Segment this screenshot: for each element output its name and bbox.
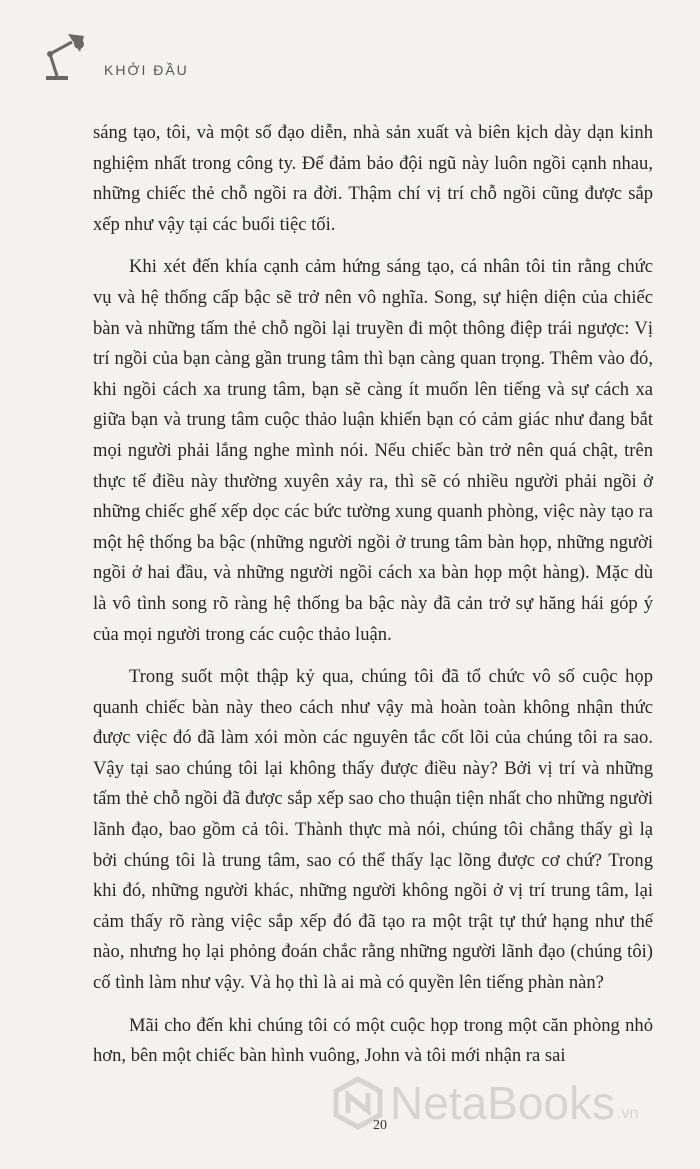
watermark-brand: NetaBooks: [390, 1077, 616, 1129]
desk-lamp-icon: [38, 30, 96, 82]
paragraph: Trong suốt một thập kỷ qua, chúng tôi đã tổ chức vô số cuộc họp quanh chiếc bàn này theo cách như vậy mà hoàn toàn không nhận thức được việc đó đã làm xói mòn các nguyên tắc cốt lõi của chúng tôi ra sao. Vậy tại sao chúng tôi lại không thấy được điều này? Bởi vị trí và những tấm thẻ chỗ ngồi đã được sắp xếp sao cho thuận tiện nhất cho những người lãnh đạo, bao gồm cả tôi. Thành thực mà nói, chúng tôi chẳng thấy gì lạ bởi chúng tôi là trung tâm, sao có thể thấy lạc lõng được cơ chứ? Trong khi đó, những người khác, những người không ngồi ở vị trí trung tâm, lại cảm thấy rõ ràng việc sắp xếp đó đã tạo ra một trật tự thứ hạng như thế nào, nhưng họ lại phỏng đoán chắc rằng những người lãnh đạo (chúng tôi) cố tình làm như vậy. Và họ thì là ai mà có quyền lên tiếng phàn nàn?: [93, 666, 653, 994]
section-label: KHỞI ĐẦU: [104, 62, 189, 78]
watermark-suffix: .vn: [617, 1105, 639, 1122]
running-header: [38, 30, 189, 82]
paragraph: sáng tạo, tôi, và một số đạo diễn, nhà sản xuất và biên kịch dày dạn kinh nghiệm nhất trong công ty. Để đảm bảo đội ngũ này luôn ngồi cạnh nhau, những chiếc thẻ chỗ ngồi ra đời. Thậm chí vị trí chỗ ngồi cũng được sắp xếp như vậy tại các buổi tiệc tối.: [93, 122, 653, 235]
page-number: 20: [373, 1118, 387, 1133]
body-text: [93, 118, 653, 1084]
paragraph: Khi xét đến khía cạnh cảm hứng sáng tạo, cá nhân tôi tin rằng chức vụ và hệ thống cấp bậc sẽ trở nên vô nghĩa. Song, sự hiện diện của chiếc bàn và những tấm thẻ chỗ ngồi lại truyền đi một thông điệp trái ngược: Vị trí ngồi của bạn càng gần trung tâm thì bạn càng quan trọng. Thêm vào đó, khi ngồi cách xa trung tâm, bạn sẽ càng ít muốn lên tiếng và sự cách xa giữa bạn và trung tâm cuộc thảo luận khiến bạn có cảm giác như đang bắt mọi người phải lắng nghe mình nói. Nếu chiếc bàn trở nên quá chật, trên thực tế điều này thường xuyên xảy ra, thì sẽ có nhiều người phải ngồi ở những chiếc ghế xếp dọc các bức tường xung quanh phòng, việc này tạo ra một hệ thống ba bậc (những người ngồi ở trung tâm bàn họp, những người ngồi ở hai đầu, và những người ngồi cách xa bàn họp một hàng). Mặc dù là vô tình song rõ ràng hệ thống ba bậc này đã cản trở sự hăng hái góp ý của mọi người trong các cuộc thảo luận.: [93, 256, 653, 645]
paragraph: Mãi cho đến khi chúng tôi có một cuộc họp trong một căn phòng nhỏ hơn, bên một chiếc bàn hình vuông, John và tôi mới nhận ra sai: [93, 1014, 653, 1067]
